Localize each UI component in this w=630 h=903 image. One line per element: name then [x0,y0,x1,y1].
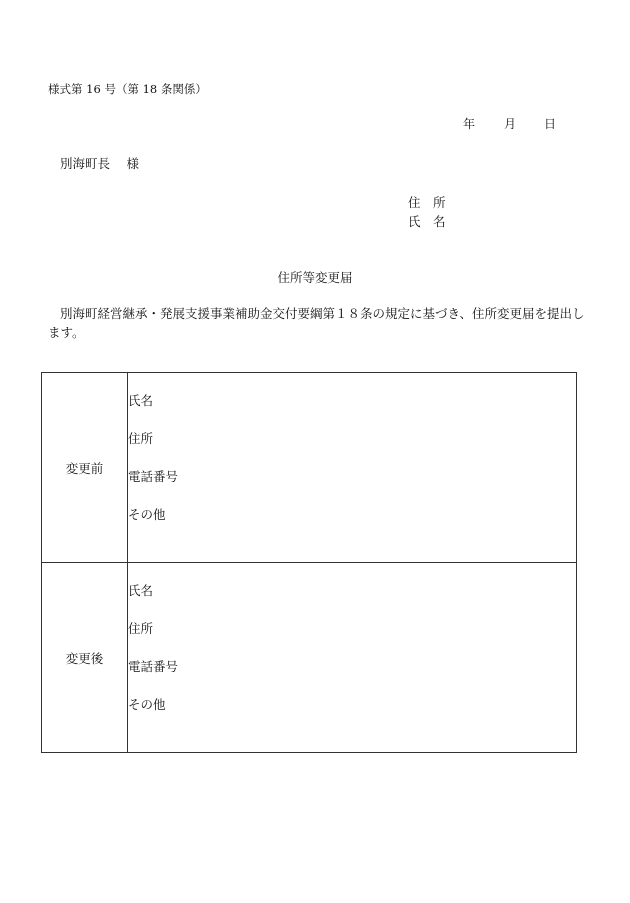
date-day: 日 [544,117,557,131]
after-fields [128,563,577,753]
applicant-address-label: 住 所 [408,195,446,210]
before-label: 変更前 [42,373,128,563]
date-year: 年 [463,117,476,131]
after-row [42,563,577,753]
after-label: 変更後 [42,563,128,753]
after-other-field: その他 [128,696,166,712]
before-row [42,373,577,563]
before-fields [128,373,577,563]
after-name-field: 氏名 [128,582,154,598]
document-title: 住所等変更届 [277,270,353,285]
applicant-name-label: 氏 名 [408,214,446,229]
after-address-field: 住所 [128,620,154,636]
date-month: 月 [504,117,517,131]
body-text: 別海町経営継承・発展支援事業補助金交付要綱第１８条の規定に基づき、住所変更届を提出します。 [48,306,585,340]
change-table [41,372,577,753]
before-name-field: 氏名 [128,392,154,408]
before-address-field: 住所 [128,430,154,446]
after-phone-field: 電話番号 [128,658,179,674]
form-number: 様式第 16 号（第 18 条関係） [48,82,207,96]
recipient: 別海町長 様 [60,156,139,171]
before-other-field: その他 [128,506,166,522]
before-phone-field: 電話番号 [128,468,179,484]
